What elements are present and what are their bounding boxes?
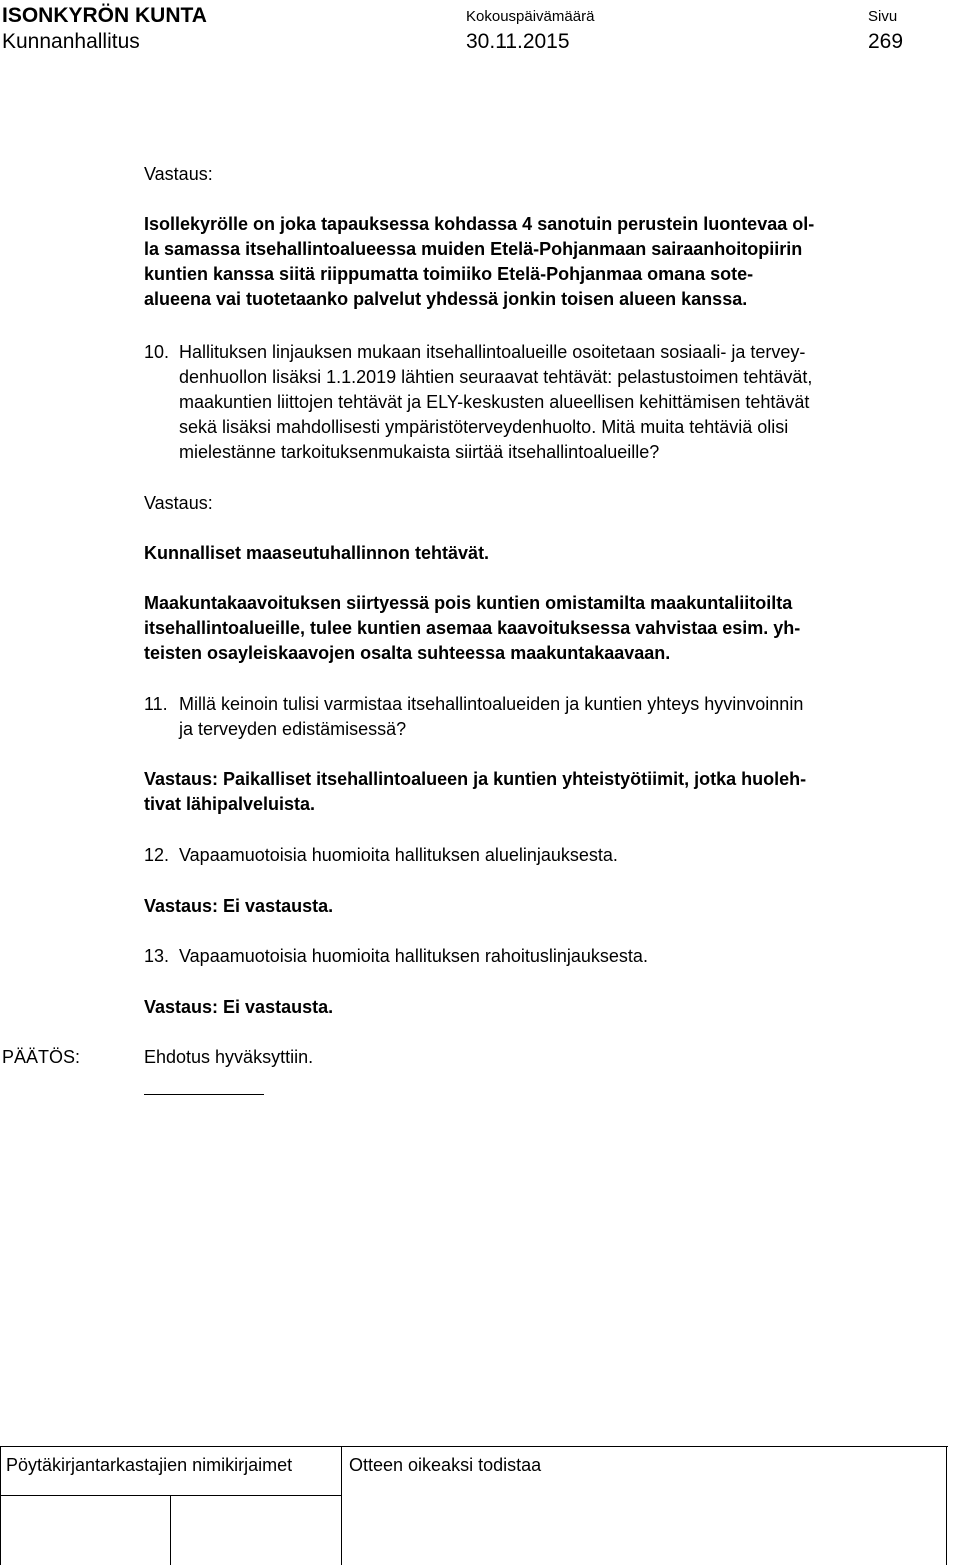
answer-label: Vastaus: [144,493,213,513]
organization-name: ISONKYRÖN KUNTA [2,4,207,27]
question-text: Millä keinoin tulisi varmistaa itsehallintoalueiden ja kuntien yhteys hyvinvoinnin ja terveyden edistämisessä? [179,694,804,739]
question-text: Vapaamuotoisia huomioita hallituksen rahoituslinjauksesta. [179,946,648,966]
question-number: 10. [144,342,170,362]
table-border [0,1447,1,1565]
meeting-body: Kunnanhallitus [2,30,140,53]
answer-paragraph: Isollekyrölle on joka tapauksessa kohdassa 4 sanotuin perustein luontevaa ol- la samassa itsehallintoalueessa muiden Etelä-Pohjanmaan sairaanhoitopiirin kuntien kanssa siitä riippumatta toimiiko Etelä-Pohjanmaa omana sote- alueena vai tuotetaanko palvelut yhdessä jonkin toisen alueen kanssa. [144,214,815,309]
table-border [341,1447,342,1565]
question-text: Hallituksen linjauksen mukaan itsehallintoalueille osoitetaan sosiaali- ja tervey- denhuollon lisäksi 1.1.2019 lähtien seuraavat tehtävät: pelastustoimen tehtävät, maakuntien liittojen tehtävät ja ELY-keskusten alueellisen kehittämisen tehtävät sekä lisäksi mahdollisesti ympäristöterveydenhuolto. Mitä muita tehtäviä olisi mielestänne tarkoituksenmukaista siirtää itsehallintoalueille? [179,342,813,462]
page-number: 269 [868,30,904,53]
question-text: Vapaamuotoisia huomioita hallituksen aluelinjauksesta. [179,845,618,865]
question-number: 13. [144,946,170,966]
question-number: 12. [144,845,170,865]
signature-table [0,1446,948,1565]
closing-rule [144,1094,264,1095]
question-number: 11. [144,694,168,714]
question-10 [144,340,812,465]
answer-paragraph: Vastaus: Paikalliset itsehallintoalueen ja kuntien yhteistyötiimit, jotka huoleh- tivat lähipalveluista. [144,769,807,814]
certified-label: Otteen oikeaksi todistaa [349,1455,542,1475]
answer-label: Vastaus: [144,164,213,184]
signatures-label: Pöytäkirjantarkastajien nimikirjaimet [6,1455,293,1475]
meeting-date: 30.11.2015 [466,30,570,53]
question-13 [144,944,648,969]
table-border [946,1447,947,1565]
question-12 [144,843,618,868]
decision-text: Ehdotus hyväksyttiin. [144,1047,314,1067]
answer-paragraph: Kunnalliset maaseutuhallinnon tehtävät. [144,543,490,563]
page-label: Sivu [868,8,898,25]
date-label: Kokouspäivämäärä [466,8,595,25]
answer-paragraph: Vastaus: Ei vastausta. [144,896,334,916]
question-11 [144,692,803,742]
answer-paragraph: Maakuntakaavoituksen siirtyessä pois kuntien omistamilta maakuntaliitoilta itsehallintoalueille, tulee kuntien asemaa kaavoituksessa vahvistaa esim. yh- teisten osayleiskaavojen osalta suhteessa maakuntakaavaan. [144,593,801,663]
table-border [170,1495,171,1565]
answer-paragraph: Vastaus: Ei vastausta. [144,997,334,1017]
decision-label: PÄÄTÖS: [2,1047,81,1067]
